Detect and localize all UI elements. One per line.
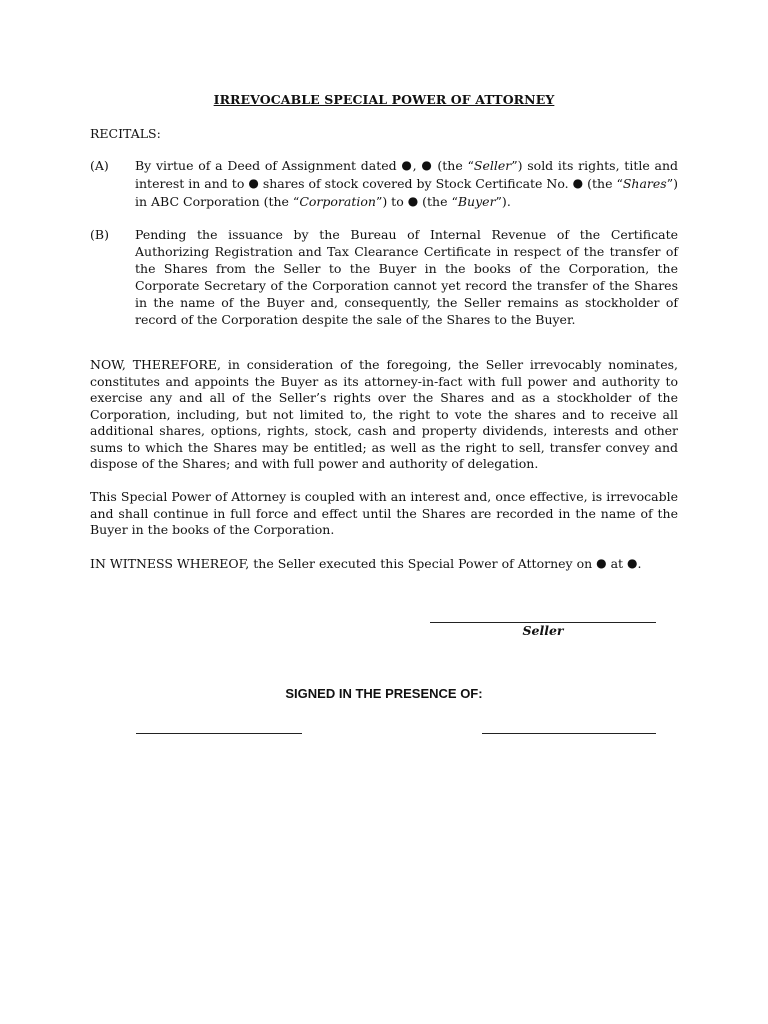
document-title: IRREVOCABLE SPECIAL POWER OF ATTORNEY bbox=[213, 92, 555, 107]
recital-a bbox=[90, 157, 678, 211]
text-run: (the “ bbox=[432, 158, 474, 173]
text-run: ”) sold its rights, title and interest in and to bbox=[135, 158, 678, 191]
text-run: shares of stock covered by Stock Certificate No. bbox=[258, 176, 573, 191]
witness-signature-line-right bbox=[482, 733, 656, 734]
now-therefore-paragraph: NOW, THEREFORE, in consideration of the foregoing, the Seller irrevocably nominates, constitutes and appoints the Buyer as its attorney-in-fact with full power and authority to exercise any and all of the Seller’s rights over the Shares and as a stockholder of the Corporation, including, but not limited to, the right to vote the shares and to receive all additional shares, options, rights, stock, cash and property dividends, interests and other sums to which the Shares may be entitled; as well as the right to sell, transfer convey and dispose of the Shares; and with full power and authority of delegation. bbox=[90, 357, 678, 471]
text-run: (the “ bbox=[583, 176, 623, 191]
text-run: (the “ bbox=[418, 194, 458, 209]
text-run: ”) in ABC Corporation (the “ bbox=[135, 176, 678, 209]
term-seller: Seller bbox=[473, 158, 512, 173]
presence-heading: SIGNED IN THE PRESENCE OF: bbox=[285, 686, 483, 701]
term-corporation: Corporation bbox=[299, 194, 376, 209]
text-run: IN WITNESS WHEREOF, the Seller executed this Special Power of Attorney on bbox=[90, 556, 597, 571]
recital-a-text bbox=[135, 157, 678, 211]
text-run: , bbox=[412, 158, 422, 173]
recital-b-text: Pending the issuance by the Bureau of Internal Revenue of the Certificate Authorizing Registration and Tax Clearance Certificate in respect of the transfer of the Shares from the Seller to the Buyer in the books of the Corporation, the Corporate Secretary of the Corporation cannot yet record the transfer of the Shares in the name of the Buyer and, consequently, the Seller remains as stockholder of record of the Corporation despite the sale of the Shares to the Buyer. bbox=[135, 227, 678, 327]
placeholder-bullet: ● bbox=[421, 158, 433, 172]
recital-b-label: (B) bbox=[90, 227, 109, 242]
text-run: ”) to bbox=[375, 194, 408, 209]
text-run: ”). bbox=[495, 194, 511, 209]
term-shares: Shares bbox=[622, 176, 667, 191]
term-buyer: Buyer bbox=[457, 194, 496, 209]
coupled-interest-paragraph: This Special Power of Attorney is coupled with an interest and, once effective, is irrevocable and shall continue in full force and effect until the Shares are recorded in the name of the Buyer in the books of the Corporation. bbox=[90, 489, 678, 537]
witness-paragraph bbox=[90, 556, 678, 573]
placeholder-bullet: ● bbox=[596, 556, 607, 570]
placeholder-bullet: ● bbox=[572, 176, 584, 190]
recital-b bbox=[90, 226, 678, 328]
placeholder-bullet: ● bbox=[407, 194, 419, 208]
placeholder-bullet: ● bbox=[248, 176, 259, 190]
placeholder-bullet: ● bbox=[401, 158, 413, 172]
placeholder-bullet: ● bbox=[627, 556, 638, 570]
witness-signature-line-left bbox=[136, 733, 302, 734]
seller-signature-label: Seller bbox=[522, 623, 564, 638]
text-run: . bbox=[637, 556, 642, 571]
text-run: By virtue of a Deed of Assignment dated bbox=[135, 158, 402, 173]
recital-a-label: (A) bbox=[90, 158, 109, 173]
text-run: at bbox=[606, 556, 628, 571]
recitals-heading: RECITALS: bbox=[90, 126, 161, 141]
